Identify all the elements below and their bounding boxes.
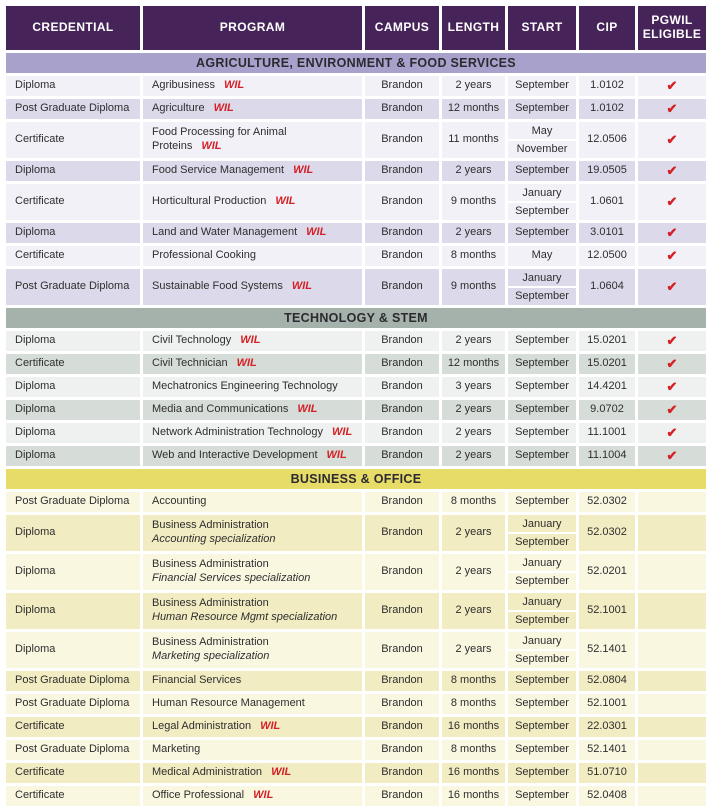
start-cell (508, 632, 576, 668)
cip-cell: 12.0500 (579, 246, 635, 266)
programs-table (3, 3, 709, 809)
table-row (6, 593, 706, 629)
program-name: Professional Cooking (152, 249, 256, 262)
cip-cell: 52.1401 (579, 632, 635, 668)
table-row (6, 694, 706, 714)
wil-badge: WIL (275, 195, 296, 208)
campus-cell: Brandon (365, 377, 439, 397)
section-header-technology-stem: TECHNOLOGY & STEM (6, 308, 706, 328)
pgwil-cell (638, 492, 706, 512)
campus-cell: Brandon (365, 593, 439, 629)
wil-badge: WIL (213, 102, 234, 115)
credential-cell: Diploma (6, 331, 140, 351)
checkmark-icon: ✔ (666, 247, 678, 263)
pgwil-cell (638, 554, 706, 590)
start-split (508, 555, 576, 589)
table-row (6, 740, 706, 760)
table-row (6, 492, 706, 512)
pgwil-cell (638, 446, 706, 466)
wil-badge: WIL (306, 226, 327, 239)
table-row (6, 446, 706, 466)
wil-badge: WIL (293, 164, 314, 177)
start-cell: September (508, 786, 576, 806)
credential-cell: Post Graduate Diploma (6, 269, 140, 305)
cip-cell: 51.0710 (579, 763, 635, 783)
program-specialization: Marketing specialization (152, 650, 270, 662)
start-option: January (522, 518, 562, 530)
credential-cell: Diploma (6, 223, 140, 243)
start-cell: September (508, 76, 576, 96)
length-cell: 9 months (442, 184, 505, 220)
credential-cell: Diploma (6, 377, 140, 397)
start-cell: September (508, 492, 576, 512)
checkmark-icon: ✔ (666, 131, 678, 147)
wil-badge: WIL (326, 449, 347, 462)
pgwil-cell (638, 223, 706, 243)
credential-cell: Post Graduate Diploma (6, 740, 140, 760)
cip-cell: 11.1004 (579, 446, 635, 466)
pgwil-cell (638, 161, 706, 181)
cip-cell: 1.0102 (579, 76, 635, 96)
start-option: January (522, 635, 562, 647)
program-name: Food Processing for Animal Proteins (152, 126, 287, 152)
credential-cell: Diploma (6, 632, 140, 668)
campus-cell: Brandon (365, 423, 439, 443)
program-cell (143, 269, 362, 305)
credential-cell: Certificate (6, 184, 140, 220)
checkmark-icon: ✔ (666, 424, 678, 440)
length-cell: 12 months (442, 354, 505, 374)
program-name: Agriculture (152, 102, 205, 115)
length-cell: 2 years (442, 76, 505, 96)
table-row (6, 76, 706, 96)
program-name: Financial Services (152, 674, 242, 687)
table-header (6, 6, 706, 50)
program-cell (143, 671, 362, 691)
length-cell: 8 months (442, 740, 505, 760)
checkmark-icon: ✔ (666, 100, 678, 116)
start-split (508, 123, 576, 157)
cip-cell: 11.1001 (579, 423, 635, 443)
table-row (6, 223, 706, 243)
program-name: Mechatronics Engineering Technology (152, 380, 338, 393)
program-name: Human Resource Management (152, 697, 305, 710)
table-row (6, 99, 706, 119)
campus-cell: Brandon (365, 786, 439, 806)
cip-cell: 52.1401 (579, 740, 635, 760)
pgwil-cell (638, 246, 706, 266)
length-cell: 9 months (442, 269, 505, 305)
cip-cell: 19.0505 (579, 161, 635, 181)
start-option: January (522, 557, 562, 569)
length-cell: 8 months (442, 246, 505, 266)
length-cell: 3 years (442, 377, 505, 397)
campus-cell: Brandon (365, 122, 439, 158)
length-cell: 2 years (442, 423, 505, 443)
checkmark-icon: ✔ (666, 162, 678, 178)
table-row (6, 354, 706, 374)
length-cell: 8 months (442, 671, 505, 691)
wil-badge: WIL (271, 766, 292, 779)
length-cell: 16 months (442, 717, 505, 737)
pgwil-cell (638, 632, 706, 668)
campus-cell: Brandon (365, 331, 439, 351)
campus-cell: Brandon (365, 554, 439, 590)
credential-cell: Certificate (6, 763, 140, 783)
program-cell (143, 694, 362, 714)
credential-cell: Certificate (6, 246, 140, 266)
table-row (6, 184, 706, 220)
program-cell (143, 76, 362, 96)
checkmark-icon: ✔ (666, 401, 678, 417)
credential-cell: Diploma (6, 423, 140, 443)
cip-cell: 9.0702 (579, 400, 635, 420)
start-option: January (522, 272, 562, 284)
start-cell: September (508, 331, 576, 351)
column-header-pgwil-eligible: PGWIL ELIGIBLE (638, 6, 706, 50)
campus-cell: Brandon (365, 246, 439, 266)
checkmark-icon: ✔ (666, 447, 678, 463)
start-cell: May (508, 246, 576, 266)
campus-cell: Brandon (365, 354, 439, 374)
pgwil-cell (638, 423, 706, 443)
program-name: Medical Administration (152, 766, 263, 779)
program-name: Civil Technology (152, 334, 232, 347)
credential-cell: Certificate (6, 354, 140, 374)
program-cell (143, 554, 362, 590)
campus-cell: Brandon (365, 76, 439, 96)
program-cell (143, 223, 362, 243)
program-cell (143, 161, 362, 181)
table-row (6, 423, 706, 443)
length-cell: 2 years (442, 223, 505, 243)
start-cell (508, 515, 576, 551)
start-cell (508, 269, 576, 305)
program-cell (143, 786, 362, 806)
program-cell (143, 99, 362, 119)
program-name: Business Administration (152, 558, 269, 571)
table-row (6, 786, 706, 806)
program-cell (143, 717, 362, 737)
checkmark-icon: ✔ (666, 278, 678, 294)
cip-cell: 15.0201 (579, 331, 635, 351)
credential-cell: Certificate (6, 786, 140, 806)
program-cell (143, 740, 362, 760)
program-name: Business Administration (152, 597, 269, 610)
cip-cell: 15.0201 (579, 354, 635, 374)
checkmark-icon: ✔ (666, 332, 678, 348)
cip-cell: 52.1001 (579, 593, 635, 629)
section-header-agriculture-environment-food-services: AGRICULTURE, ENVIRONMENT & FOOD SERVICES (6, 53, 706, 73)
wil-badge: WIL (236, 357, 257, 370)
checkmark-icon: ✔ (666, 378, 678, 394)
start-option: September (508, 571, 576, 589)
program-name: Office Professional (152, 789, 245, 802)
campus-cell: Brandon (365, 269, 439, 305)
start-cell (508, 122, 576, 158)
table-row (6, 554, 706, 590)
credential-cell: Diploma (6, 446, 140, 466)
program-name: Media and Communications (152, 403, 289, 416)
pgwil-cell (638, 740, 706, 760)
wil-badge: WIL (253, 789, 274, 802)
pgwil-cell (638, 717, 706, 737)
pgwil-cell (638, 76, 706, 96)
program-cell (143, 184, 362, 220)
start-cell: September (508, 717, 576, 737)
start-option: September (508, 201, 576, 219)
column-header-start: START (508, 6, 576, 50)
credential-cell: Post Graduate Diploma (6, 492, 140, 512)
credential-cell: Diploma (6, 161, 140, 181)
credential-cell: Diploma (6, 554, 140, 590)
length-cell: 2 years (442, 632, 505, 668)
campus-cell: Brandon (365, 740, 439, 760)
program-name: Business Administration (152, 636, 269, 649)
length-cell: 2 years (442, 400, 505, 420)
cip-cell: 12.0506 (579, 122, 635, 158)
program-name: Network Administration Technology (152, 426, 323, 439)
start-option: September (508, 610, 576, 628)
start-cell: September (508, 99, 576, 119)
start-cell: September (508, 694, 576, 714)
pgwil-cell (638, 786, 706, 806)
program-cell (143, 246, 362, 266)
program-cell (143, 331, 362, 351)
program-cell (143, 122, 362, 158)
section-row-technology-stem (6, 308, 706, 328)
cip-cell: 22.0301 (579, 717, 635, 737)
start-option: September (508, 532, 576, 550)
column-header-program: PROGRAM (143, 6, 362, 50)
table-row (6, 515, 706, 551)
table-row (6, 763, 706, 783)
credential-cell: Diploma (6, 515, 140, 551)
credential-cell: Diploma (6, 76, 140, 96)
program-cell (143, 377, 362, 397)
table-row (6, 161, 706, 181)
credential-cell: Diploma (6, 593, 140, 629)
wil-badge: WIL (291, 280, 313, 293)
campus-cell: Brandon (365, 400, 439, 420)
pgwil-cell (638, 515, 706, 551)
program-name: Agribusiness (152, 79, 215, 92)
start-cell: September (508, 223, 576, 243)
table-row (6, 632, 706, 668)
start-split (508, 594, 576, 628)
pgwil-cell (638, 99, 706, 119)
wil-badge: WIL (223, 79, 245, 92)
program-name: Food Service Management (152, 164, 285, 177)
length-cell: 2 years (442, 331, 505, 351)
campus-cell: Brandon (365, 99, 439, 119)
program-cell (143, 354, 362, 374)
start-cell: September (508, 671, 576, 691)
start-split (508, 185, 576, 219)
section-row-agriculture-environment-food-services (6, 53, 706, 73)
pgwil-cell (638, 377, 706, 397)
credential-cell: Post Graduate Diploma (6, 671, 140, 691)
column-header-length: LENGTH (442, 6, 505, 50)
credential-cell: Diploma (6, 400, 140, 420)
length-cell: 8 months (442, 694, 505, 714)
length-cell: 8 months (442, 492, 505, 512)
column-header-campus: CAMPUS (365, 6, 439, 50)
pgwil-cell (638, 593, 706, 629)
campus-cell: Brandon (365, 632, 439, 668)
pgwil-cell (638, 400, 706, 420)
start-split (508, 516, 576, 550)
cip-cell: 52.0302 (579, 515, 635, 551)
start-option: September (508, 649, 576, 667)
start-cell: September (508, 400, 576, 420)
pgwil-cell (638, 763, 706, 783)
program-name: Land and Water Management (152, 226, 298, 239)
start-split (508, 270, 576, 304)
program-specialization: Human Resource Mgmt specialization (152, 611, 338, 623)
length-cell: 2 years (442, 593, 505, 629)
campus-cell: Brandon (365, 515, 439, 551)
start-cell: September (508, 446, 576, 466)
campus-cell: Brandon (365, 763, 439, 783)
program-specialization: Accounting specialization (152, 533, 276, 545)
credential-cell: Post Graduate Diploma (6, 694, 140, 714)
table-row (6, 331, 706, 351)
length-cell: 16 months (442, 786, 505, 806)
wil-badge: WIL (260, 720, 281, 733)
column-header-credential: CREDENTIAL (6, 6, 140, 50)
start-cell: September (508, 354, 576, 374)
checkmark-icon: ✔ (666, 355, 678, 371)
checkmark-icon: ✔ (666, 193, 678, 209)
length-cell: 12 months (442, 99, 505, 119)
start-cell: September (508, 423, 576, 443)
credential-cell: Certificate (6, 717, 140, 737)
pgwil-cell (638, 671, 706, 691)
program-name: Web and Interactive Development (152, 449, 318, 462)
cip-cell: 1.0601 (579, 184, 635, 220)
cip-cell: 52.0201 (579, 554, 635, 590)
campus-cell: Brandon (365, 446, 439, 466)
length-cell: 2 years (442, 161, 505, 181)
section-row-business-office (6, 469, 706, 489)
program-cell (143, 515, 362, 551)
table-row (6, 717, 706, 737)
length-cell: 2 years (442, 554, 505, 590)
program-cell (143, 423, 362, 443)
length-cell: 11 months (442, 122, 505, 158)
start-split (508, 633, 576, 667)
campus-cell: Brandon (365, 223, 439, 243)
pgwil-cell (638, 184, 706, 220)
campus-cell: Brandon (365, 717, 439, 737)
start-option: November (508, 139, 576, 157)
cip-cell: 52.0804 (579, 671, 635, 691)
program-cell (143, 446, 362, 466)
length-cell: 2 years (442, 446, 505, 466)
pgwil-cell (638, 122, 706, 158)
program-name: Business Administration (152, 519, 269, 532)
start-cell (508, 554, 576, 590)
wil-badge: WIL (332, 426, 353, 439)
checkmark-icon: ✔ (666, 224, 678, 240)
cip-cell: 1.0604 (579, 269, 635, 305)
cip-cell: 3.0101 (579, 223, 635, 243)
table-row (6, 269, 706, 305)
program-name: Marketing (152, 743, 201, 756)
start-cell: September (508, 377, 576, 397)
start-cell (508, 593, 576, 629)
start-cell: September (508, 763, 576, 783)
table-row (6, 246, 706, 266)
program-specialization: Financial Services specialization (152, 572, 311, 584)
credential-cell: Certificate (6, 122, 140, 158)
wil-badge: WIL (201, 140, 222, 152)
table-body (6, 53, 706, 806)
cip-cell: 52.1001 (579, 694, 635, 714)
program-cell (143, 492, 362, 512)
wil-badge: WIL (297, 403, 318, 416)
start-option: January (522, 187, 562, 199)
start-option: September (508, 286, 576, 304)
program-name: Horticultural Production (152, 195, 267, 208)
program-name: Accounting (152, 495, 207, 508)
table-row (6, 671, 706, 691)
column-header-cip: CIP (579, 6, 635, 50)
table-row (6, 400, 706, 420)
campus-cell: Brandon (365, 161, 439, 181)
pgwil-cell (638, 354, 706, 374)
start-cell (508, 184, 576, 220)
campus-cell: Brandon (365, 492, 439, 512)
program-cell (143, 763, 362, 783)
length-cell: 16 months (442, 763, 505, 783)
program-cell (143, 632, 362, 668)
program-cell (143, 593, 362, 629)
checkmark-icon: ✔ (666, 77, 678, 93)
program-name: Sustainable Food Systems (152, 280, 283, 293)
table-row (6, 377, 706, 397)
cip-cell: 52.0408 (579, 786, 635, 806)
length-cell: 2 years (442, 515, 505, 551)
pgwil-cell (638, 331, 706, 351)
start-option: January (522, 596, 562, 608)
table-row (6, 122, 706, 158)
pgwil-cell (638, 694, 706, 714)
pgwil-cell (638, 269, 706, 305)
start-cell: September (508, 161, 576, 181)
campus-cell: Brandon (365, 184, 439, 220)
program-name: Civil Technician (152, 357, 228, 370)
campus-cell: Brandon (365, 671, 439, 691)
cip-cell: 1.0102 (579, 99, 635, 119)
section-header-business-office: BUSINESS & OFFICE (6, 469, 706, 489)
start-cell: September (508, 740, 576, 760)
cip-cell: 14.4201 (579, 377, 635, 397)
program-name: Legal Administration (152, 720, 252, 733)
start-option: May (531, 125, 553, 137)
credential-cell: Post Graduate Diploma (6, 99, 140, 119)
cip-cell: 52.0302 (579, 492, 635, 512)
wil-badge: WIL (240, 334, 261, 347)
campus-cell: Brandon (365, 694, 439, 714)
program-cell (143, 400, 362, 420)
